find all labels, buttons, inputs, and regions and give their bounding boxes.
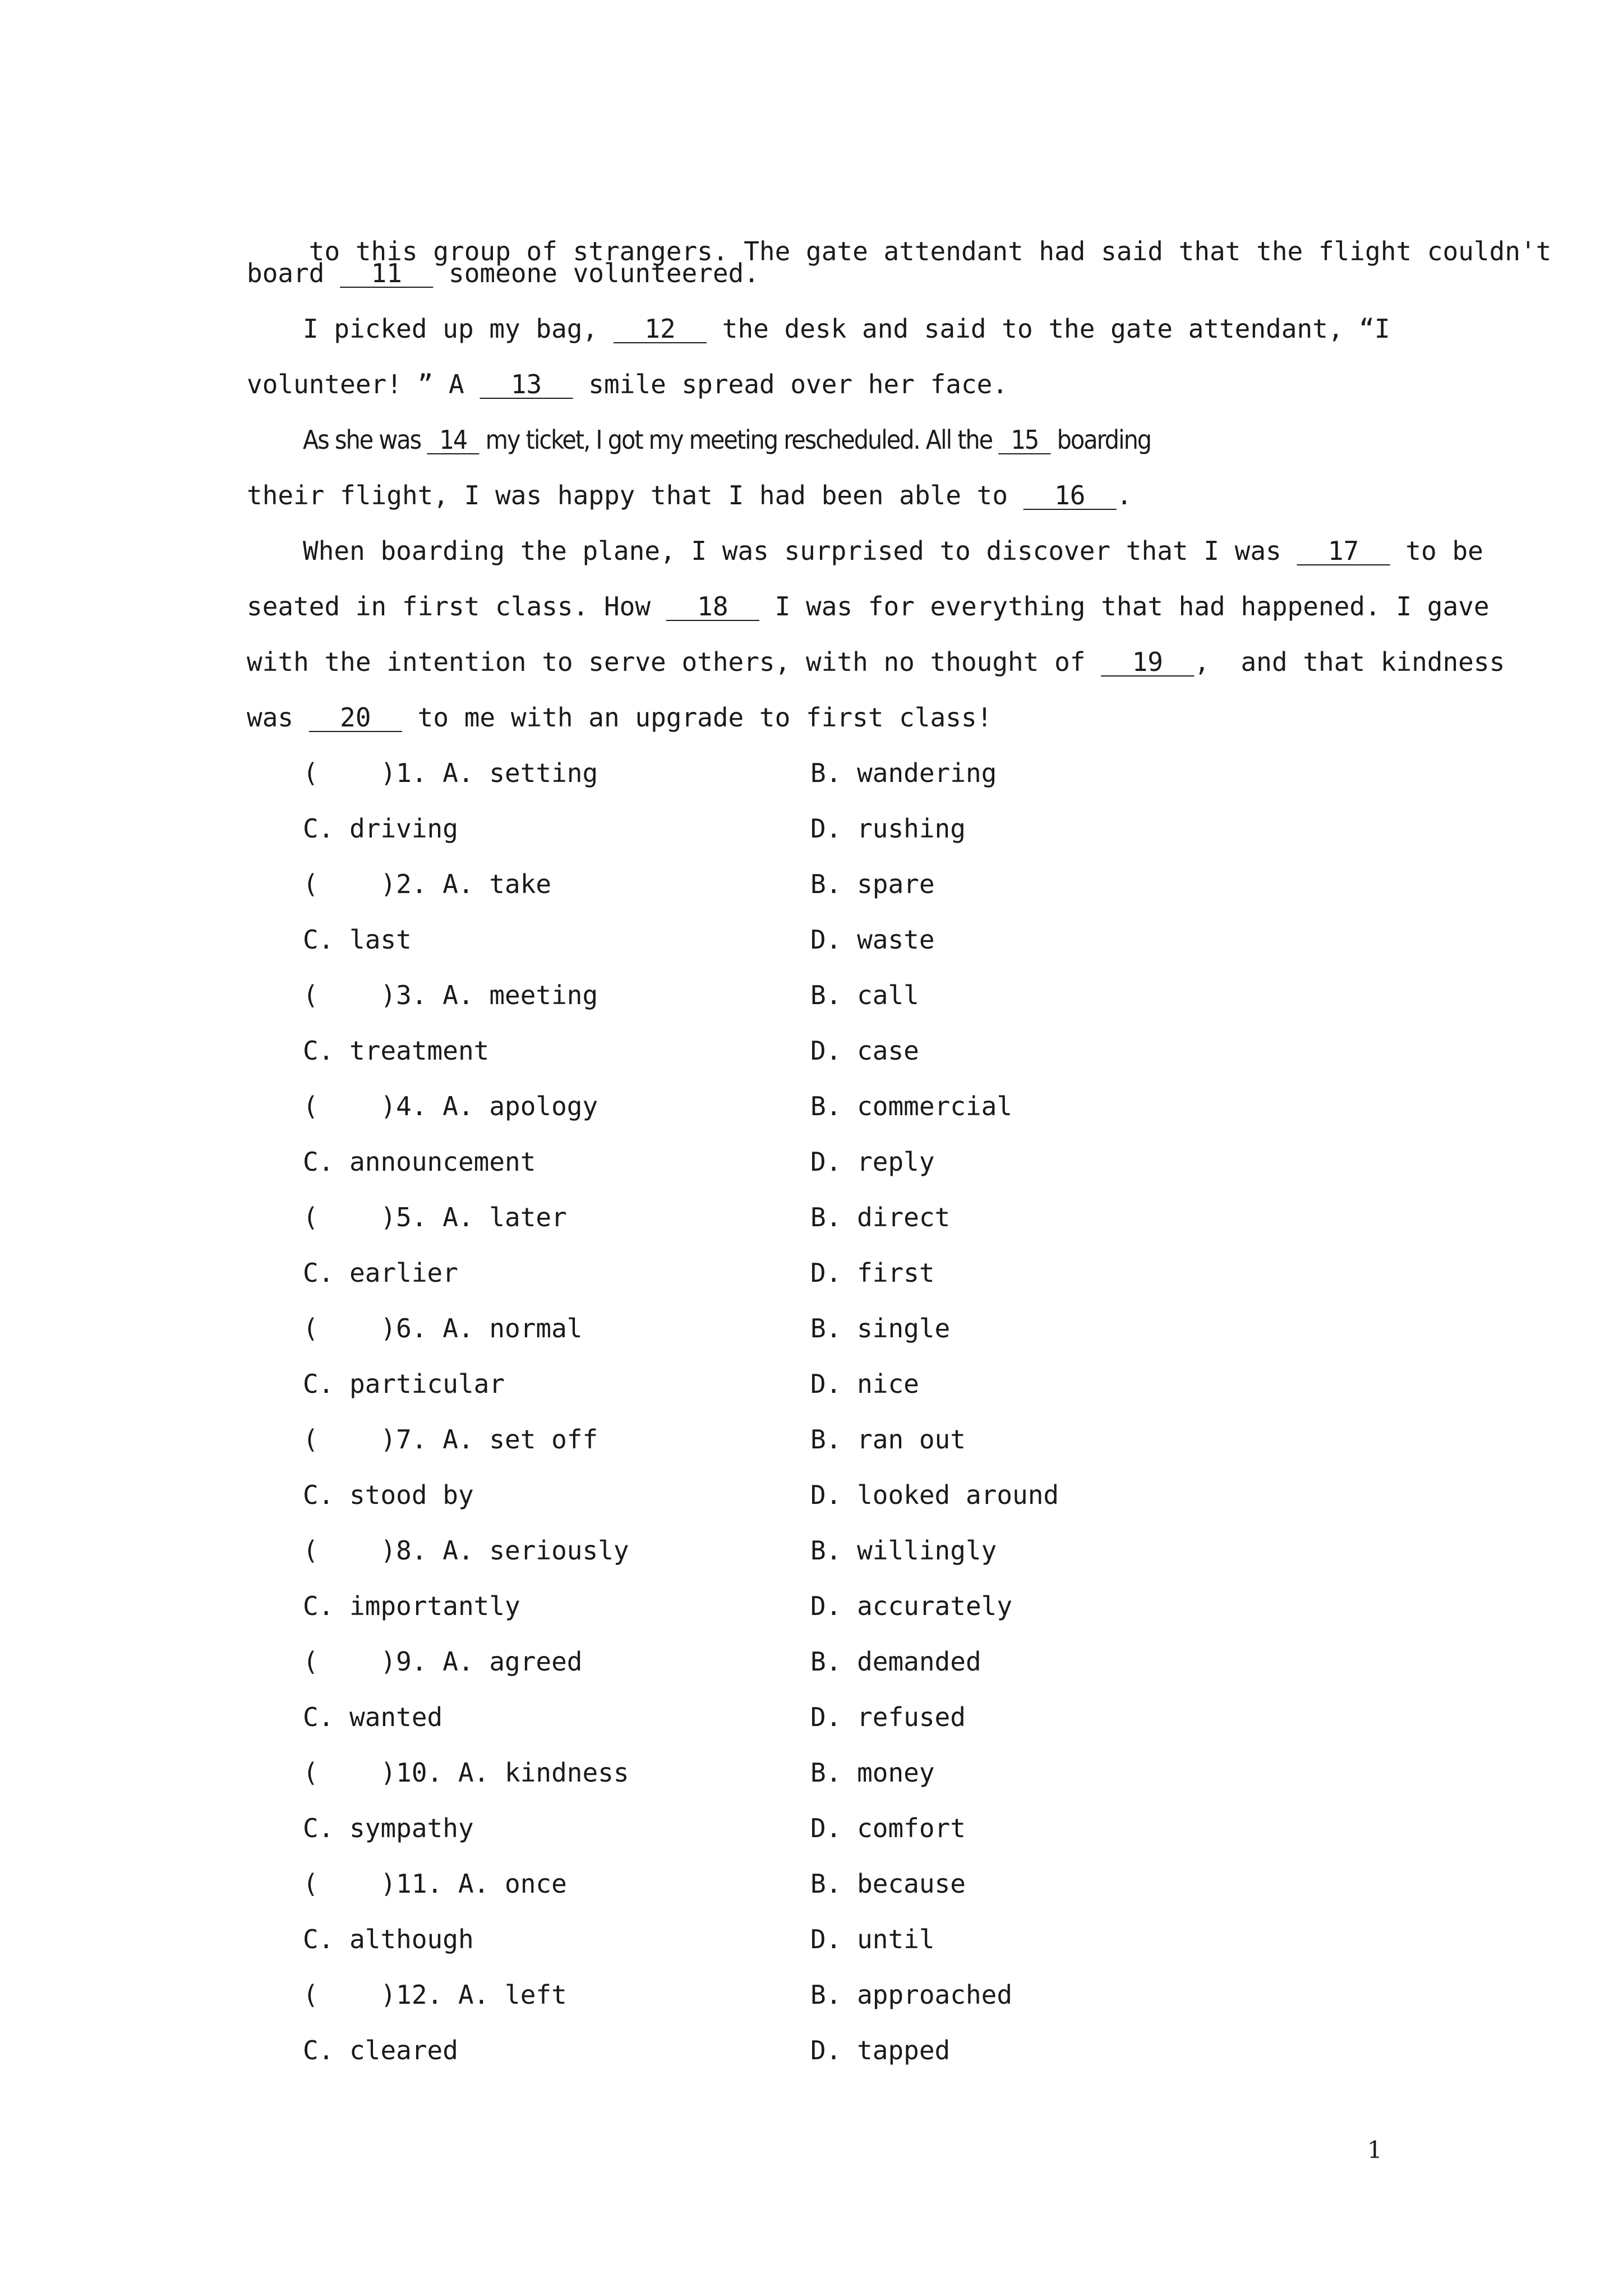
passage-text: to me with an upgrade to first class! xyxy=(402,702,993,733)
question-option-d: D. looked around xyxy=(810,1480,1059,1510)
blank-16: 16 xyxy=(1054,480,1086,510)
question-option-a: ( )9. A. agreed xyxy=(303,1646,583,1677)
question-row xyxy=(303,1756,1424,1789)
question-option-a: ( )1. A. setting xyxy=(303,758,598,788)
passage-text: was xyxy=(247,702,309,733)
question-option-b: B. wandering xyxy=(810,758,997,788)
question-option-a: ( )7. A. set off xyxy=(303,1424,598,1455)
question-option-b: B. commercial xyxy=(810,1091,1013,1121)
question-option-a: ( )5. A. later xyxy=(303,1202,567,1232)
question-option-c: C. announcement xyxy=(303,1147,536,1177)
blank-19: 19 xyxy=(1132,647,1163,677)
passage-text: to be xyxy=(1390,536,1483,566)
question-option-a: ( )6. A. normal xyxy=(303,1313,583,1343)
passage-line-4 xyxy=(247,367,1008,401)
question-row xyxy=(303,923,1424,956)
passage-line-3 xyxy=(303,312,1390,346)
question-option-a: ( )3. A. meeting xyxy=(303,980,598,1010)
question-row xyxy=(303,1589,1424,1623)
question-option-d: D. tapped xyxy=(810,2035,951,2065)
blank-18: 18 xyxy=(697,591,728,622)
page-number: 1 xyxy=(1367,2136,1382,2164)
question-option-b: B. demanded xyxy=(810,1646,981,1677)
question-row xyxy=(303,1312,1424,1345)
passage-text: seated in first class. How xyxy=(247,591,666,622)
passage-line-1 xyxy=(247,201,1552,266)
question-row xyxy=(303,1922,1424,1956)
passage-line-8 xyxy=(247,590,1490,623)
passage-line-7 xyxy=(303,534,1483,568)
question-row xyxy=(303,978,1424,1012)
question-option-c: C. sympathy xyxy=(303,1813,474,1843)
question-option-a: ( )4. A. apology xyxy=(303,1091,598,1121)
question-option-b: B. ran out xyxy=(810,1424,966,1455)
question-option-d: D. rushing xyxy=(810,813,966,844)
passage-line-2 xyxy=(247,256,759,290)
passage-line-5 xyxy=(303,423,1151,457)
question-row xyxy=(303,1645,1424,1678)
question-option-d: D. case xyxy=(810,1036,919,1066)
blank-13: 13 xyxy=(510,369,542,399)
blank-15: 15 xyxy=(1011,425,1039,455)
blank-20: 20 xyxy=(340,702,371,733)
question-option-b: B. call xyxy=(810,980,919,1010)
question-row xyxy=(303,1256,1424,1290)
question-option-b: B. money xyxy=(810,1757,935,1788)
question-option-b: B. single xyxy=(810,1313,951,1343)
question-row xyxy=(303,1978,1424,2012)
question-row xyxy=(303,756,1424,790)
passage-text: As she was xyxy=(303,425,427,455)
passage-text: volunteer! ” A xyxy=(247,369,480,399)
passage-text: I picked up my bag, xyxy=(303,314,614,344)
question-row xyxy=(303,1811,1424,1845)
passage-text: my ticket, I got my meeting rescheduled. All the xyxy=(479,425,999,455)
question-row xyxy=(303,1478,1424,1512)
passage-text: someone volunteered. xyxy=(433,258,759,288)
passage-text: When boarding the plane, I was surprised to discover that I was xyxy=(303,536,1297,566)
passage-text: smile spread over her face. xyxy=(573,369,1008,399)
passage-text: board xyxy=(247,258,340,288)
question-option-c: C. stood by xyxy=(303,1480,474,1510)
question-row xyxy=(303,1867,1424,1901)
question-option-a: ( )11. A. once xyxy=(303,1869,567,1899)
passage-line-10 xyxy=(247,701,992,734)
question-option-c: C. last xyxy=(303,924,412,955)
question-option-a: ( )10. A. kindness xyxy=(303,1757,629,1788)
blank-11: 11 xyxy=(371,258,402,288)
question-option-a: ( )12. A. left xyxy=(303,1980,567,2010)
question-option-b: B. direct xyxy=(810,1202,951,1232)
question-row xyxy=(303,1089,1424,1123)
question-row xyxy=(303,812,1424,845)
passage-line-6 xyxy=(247,478,1132,512)
question-option-d: D. accurately xyxy=(810,1591,1013,1621)
question-row xyxy=(303,1200,1424,1234)
question-row xyxy=(303,1034,1424,1068)
question-option-d: D. first xyxy=(810,1258,935,1288)
question-row xyxy=(303,1534,1424,1567)
question-row xyxy=(303,1423,1424,1456)
question-option-d: D. nice xyxy=(810,1369,919,1399)
passage-text: the desk and said to the gate attendant, “I xyxy=(707,314,1390,344)
blank-17: 17 xyxy=(1327,536,1359,566)
question-option-c: C. although xyxy=(303,1924,474,1954)
passage-text: with the intention to serve others, with no thought of xyxy=(247,647,1101,677)
question-row xyxy=(303,2033,1424,2067)
question-option-a: ( )8. A. seriously xyxy=(303,1535,629,1566)
question-row xyxy=(303,1367,1424,1401)
question-option-d: D. reply xyxy=(810,1147,935,1177)
question-option-c: C. importantly xyxy=(303,1591,520,1621)
passage-text: their flight, I was happy that I had been able to xyxy=(247,480,1023,510)
question-option-d: D. until xyxy=(810,1924,935,1954)
passage-text: I was for everything that had happened. I gave xyxy=(759,591,1490,622)
question-option-c: C. treatment xyxy=(303,1036,490,1066)
passage-text: to this group of strangers. The gate attendant had said that the flight couldn't xyxy=(308,236,1552,266)
question-row xyxy=(303,867,1424,901)
question-option-a: ( )2. A. take xyxy=(303,869,552,899)
question-option-c: C. particular xyxy=(303,1369,505,1399)
blank-12: 12 xyxy=(644,314,676,344)
question-option-c: C. wanted xyxy=(303,1702,443,1732)
passage-text: , and that kindness xyxy=(1194,647,1505,677)
question-option-d: D. refused xyxy=(810,1702,966,1732)
question-row xyxy=(303,1145,1424,1179)
question-option-c: C. driving xyxy=(303,813,458,844)
question-option-c: C. cleared xyxy=(303,2035,458,2065)
question-option-d: D. waste xyxy=(810,924,935,955)
question-option-b: B. willingly xyxy=(810,1535,997,1566)
passage-line-9 xyxy=(247,645,1505,679)
passage-text: boarding xyxy=(1050,425,1151,455)
question-option-c: C. earlier xyxy=(303,1258,458,1288)
question-option-b: B. approached xyxy=(810,1980,1013,2010)
question-row xyxy=(303,1700,1424,1734)
question-option-d: D. comfort xyxy=(810,1813,966,1843)
passage-text: . xyxy=(1116,480,1132,510)
blank-14: 14 xyxy=(439,425,467,455)
question-option-b: B. because xyxy=(810,1869,966,1899)
question-option-b: B. spare xyxy=(810,869,935,899)
